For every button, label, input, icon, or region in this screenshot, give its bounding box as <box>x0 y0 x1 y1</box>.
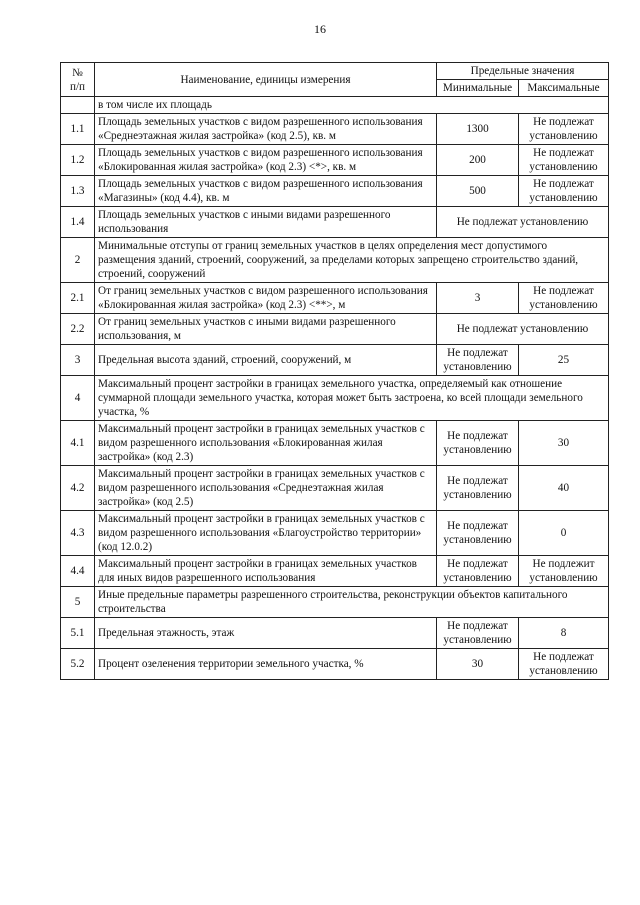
row-number-cell: 3 <box>61 345 95 376</box>
row-max-cell: Не подлежит установлению <box>519 556 609 587</box>
row-text-cell: Процент озеленения территории земельного участка, % <box>95 649 437 680</box>
row-text-cell: Максимальный процент застройки в границах земельного участка, определяемый как отношение суммарной площади земельного участка, которая может быть застроена, ко всей площади земельного участка, % <box>95 376 609 421</box>
row-text-cell: Максимальный процент застройки в границах земельных участков с видом разрешенного использования «Среднеэтажная жилая застройка» (код 2.5) <box>95 466 437 511</box>
row-number-cell: 5.1 <box>61 618 95 649</box>
row-text-cell: Предельная этажность, этаж <box>95 618 437 649</box>
row-min-cell: Не подлежат установлению <box>437 421 519 466</box>
row-max-cell: 40 <box>519 466 609 511</box>
row-text-cell: Площадь земельных участков с видом разрешенного использования «Блокированная жилая застройка» (код 2.3) <*>, кв. м <box>95 145 437 176</box>
row-min-cell: Не подлежат установлению <box>437 511 519 556</box>
table-row <box>61 238 609 283</box>
table-row <box>61 176 609 207</box>
row-text-cell: Площадь земельных участков с видом разрешенного использования «Магазины» (код 4.4), кв. м <box>95 176 437 207</box>
row-number-cell: 1.4 <box>61 207 95 238</box>
row-max-cell: Не подлежат установлению <box>519 145 609 176</box>
table-row <box>61 314 609 345</box>
row-text-cell: От границ земельных участков с видом разрешенного использования «Блокированная жилая застройка» (код 2.3) <**>, м <box>95 283 437 314</box>
header-row <box>61 63 609 80</box>
row-text-cell: Иные предельные параметры разрешенного строительства, реконструкции объектов капитального строительства <box>95 587 609 618</box>
row-max-cell: Не подлежат установлению <box>519 649 609 680</box>
row-max-cell: 25 <box>519 345 609 376</box>
row-text-cell: Площадь земельных участков с видом разрешенного использования «Среднеэтажная жилая застройка» (код 2.5), кв. м <box>95 114 437 145</box>
row-number-cell: 4.2 <box>61 466 95 511</box>
row-max-cell: 0 <box>519 511 609 556</box>
table-row <box>61 145 609 176</box>
table-row <box>61 649 609 680</box>
row-max-cell: Не подлежат установлению <box>519 176 609 207</box>
row-number-cell <box>61 97 95 114</box>
row-max-cell: 30 <box>519 421 609 466</box>
row-number-cell: 4.3 <box>61 511 95 556</box>
row-min-cell: 3 <box>437 283 519 314</box>
row-text-cell: Максимальный процент застройки в границах земельных участков для иных видов разрешенного использования <box>95 556 437 587</box>
row-min-cell: Не подлежат установлению <box>437 345 519 376</box>
row-min-cell: Не подлежат установлению <box>437 618 519 649</box>
table-row <box>61 376 609 421</box>
row-number-cell: 2.1 <box>61 283 95 314</box>
table-row <box>61 114 609 145</box>
row-number-cell: 2.2 <box>61 314 95 345</box>
table-row <box>61 283 609 314</box>
table-body <box>61 97 609 680</box>
table-row <box>61 466 609 511</box>
header-min: Минимальные <box>437 80 519 97</box>
header-name: Наименование, единицы измерения <box>95 63 437 97</box>
header-max: Максимальные <box>519 80 609 97</box>
table-row <box>61 97 609 114</box>
row-number-cell: 2 <box>61 238 95 283</box>
table-row <box>61 345 609 376</box>
row-min-cell: 30 <box>437 649 519 680</box>
row-min-cell: 200 <box>437 145 519 176</box>
row-value-merged-cell: Не подлежат установлению <box>437 207 609 238</box>
table-row <box>61 511 609 556</box>
row-text-cell: Минимальные отступы от границ земельных участков в целях определения мест допустимого размещения зданий, строений, сооружений, за пределами которых запрещено строительство зданий, строений, сооружений <box>95 238 609 283</box>
row-text-cell: От границ земельных участков с иными видами разрешенного использования, м <box>95 314 437 345</box>
row-number-cell: 4 <box>61 376 95 421</box>
row-text-cell: в том числе их площадь <box>95 97 609 114</box>
row-max-cell: 8 <box>519 618 609 649</box>
row-text-cell: Максимальный процент застройки в границах земельных участков с видом разрешенного использования «Блокированная жилая застройка» (код 2.3) <box>95 421 437 466</box>
row-max-cell: Не подлежат установлению <box>519 114 609 145</box>
limits-table <box>60 62 609 680</box>
row-text-cell: Площадь земельных участков с иными видами разрешенного использования <box>95 207 437 238</box>
row-text-cell: Предельная высота зданий, строений, сооружений, м <box>95 345 437 376</box>
row-max-cell: Не подлежат установлению <box>519 283 609 314</box>
row-min-cell: Не подлежат установлению <box>437 466 519 511</box>
header-limits: Предельные значения <box>437 63 609 80</box>
row-min-cell: 500 <box>437 176 519 207</box>
row-min-cell: 1300 <box>437 114 519 145</box>
row-text-cell: Максимальный процент застройки в границах земельных участков с видом разрешенного использования «Благоустройство территории» (код 12.0.2) <box>95 511 437 556</box>
row-number-cell: 5.2 <box>61 649 95 680</box>
row-number-cell: 4.4 <box>61 556 95 587</box>
table-row <box>61 587 609 618</box>
page-number: 16 <box>314 22 326 36</box>
table-row <box>61 207 609 238</box>
table-row <box>61 421 609 466</box>
row-value-merged-cell: Не подлежат установлению <box>437 314 609 345</box>
table-row <box>61 556 609 587</box>
row-number-cell: 4.1 <box>61 421 95 466</box>
row-number-cell: 1.3 <box>61 176 95 207</box>
row-number-cell: 5 <box>61 587 95 618</box>
row-min-cell: Не подлежат установлению <box>437 556 519 587</box>
table-row <box>61 618 609 649</box>
row-number-cell: 1.2 <box>61 145 95 176</box>
row-number-cell: 1.1 <box>61 114 95 145</box>
header-num: № п/п <box>61 63 95 97</box>
